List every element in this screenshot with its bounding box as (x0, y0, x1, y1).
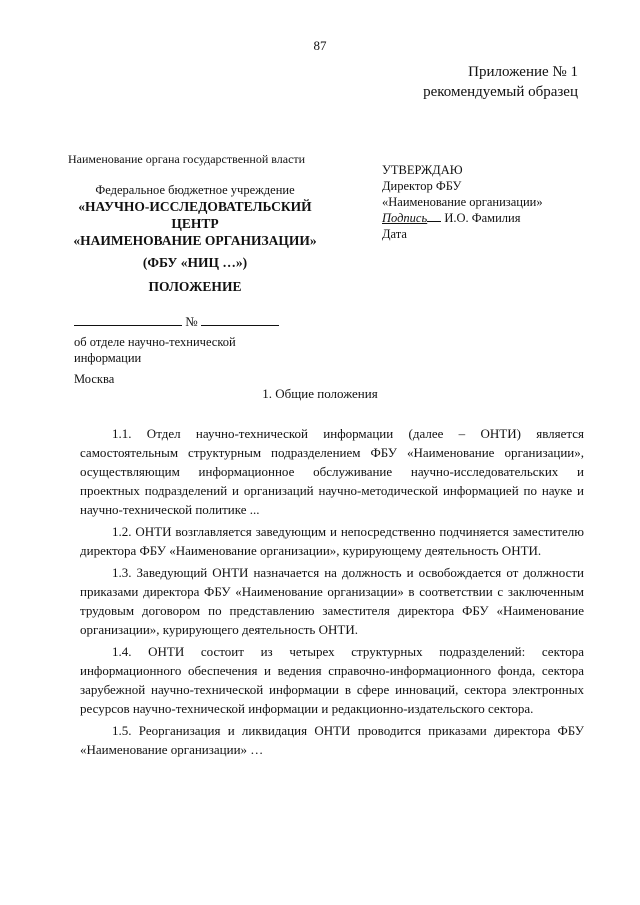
signature-label: Подпись (382, 211, 428, 225)
approval-signature-row (382, 210, 543, 226)
signatory-name: И.О. Фамилия (444, 211, 521, 225)
paragraph-1-4: 1.4. ОНТИ состоит из четырех структурных подразделений: сектора информационного обеспечения и ведения справочно-информационного фонда, сектора зарубежной научно-технической информации в сфере инноваций, сектора электронных ресурсов научно-технической информации и редакционно-издательского сектора. (80, 644, 584, 716)
approval-block (382, 162, 543, 242)
organization-abbreviation: (ФБУ «НИЦ …») (142, 255, 248, 270)
organization-name-line-3: «НАИМЕНОВАНИЕ ОРГАНИЗАЦИИ» (73, 233, 317, 248)
paragraph-1-1: 1.1. Отдел научно-технической информации (далее – ОНТИ) является самостоятельным структурным подразделением ФБУ «Наименование организации», осуществляющим информационное обслуживание научно-исследовательских и проектных подразделений и организаций научно-методической информацией по науке и научно-технической политике ... (80, 426, 584, 517)
authority-label: Наименование органа государственной власти (68, 152, 306, 166)
section-title: 1. Общие положения (262, 386, 378, 401)
organization-block (66, 182, 324, 249)
document-type: ПОЛОЖЕНИЕ (148, 279, 242, 294)
signature-line (427, 210, 441, 222)
organization-name-line-1: «НАУЧНО-ИССЛЕДОВАТЕЛЬСКИЙ (78, 199, 312, 214)
body-text (80, 424, 584, 762)
approval-date: Дата (382, 227, 407, 241)
paragraph-1-5: 1.5. Реорганизация и ликвидация ОНТИ проводится приказами директора ФБУ «Наименование организации» … (80, 723, 584, 757)
number-sign: № (185, 314, 198, 329)
approval-position: Директор ФБУ (382, 179, 462, 193)
date-blank (74, 313, 182, 326)
approval-title: УТВЕРЖДАЮ (382, 163, 463, 177)
paragraph-1-3: 1.3. Заведующий ОНТИ назначается на должность и освобождается от должности приказами директора ФБУ «Наименование организации» в соответствии с заключенным трудовым договором по представлению заместителя директора ФБУ «Наименование организации», курирующего деятельность ОНТИ. (80, 565, 584, 637)
document-subject: об отделе научно-технической информации (74, 335, 236, 365)
approval-organization: «Наименование организации» (382, 195, 543, 209)
appendix-label (423, 62, 578, 102)
page-number: 87 (313, 38, 327, 53)
number-blank (201, 313, 279, 326)
appendix-note: рекомендуемый образец (423, 84, 578, 100)
organization-name-line-2: ЦЕНТР (171, 216, 219, 231)
document-number-line (74, 313, 279, 330)
document-city: Москва (74, 372, 115, 386)
paragraph-1-2: 1.2. ОНТИ возглавляется заведующим и непосредственно подчиняется заместителю директора ФБУ «Наименование организации», курирующему деятельность ОНТИ. (80, 524, 584, 558)
appendix-number: Приложение № 1 (468, 64, 578, 80)
organization-kind: Федеральное бюджетное учреждение (95, 183, 295, 197)
